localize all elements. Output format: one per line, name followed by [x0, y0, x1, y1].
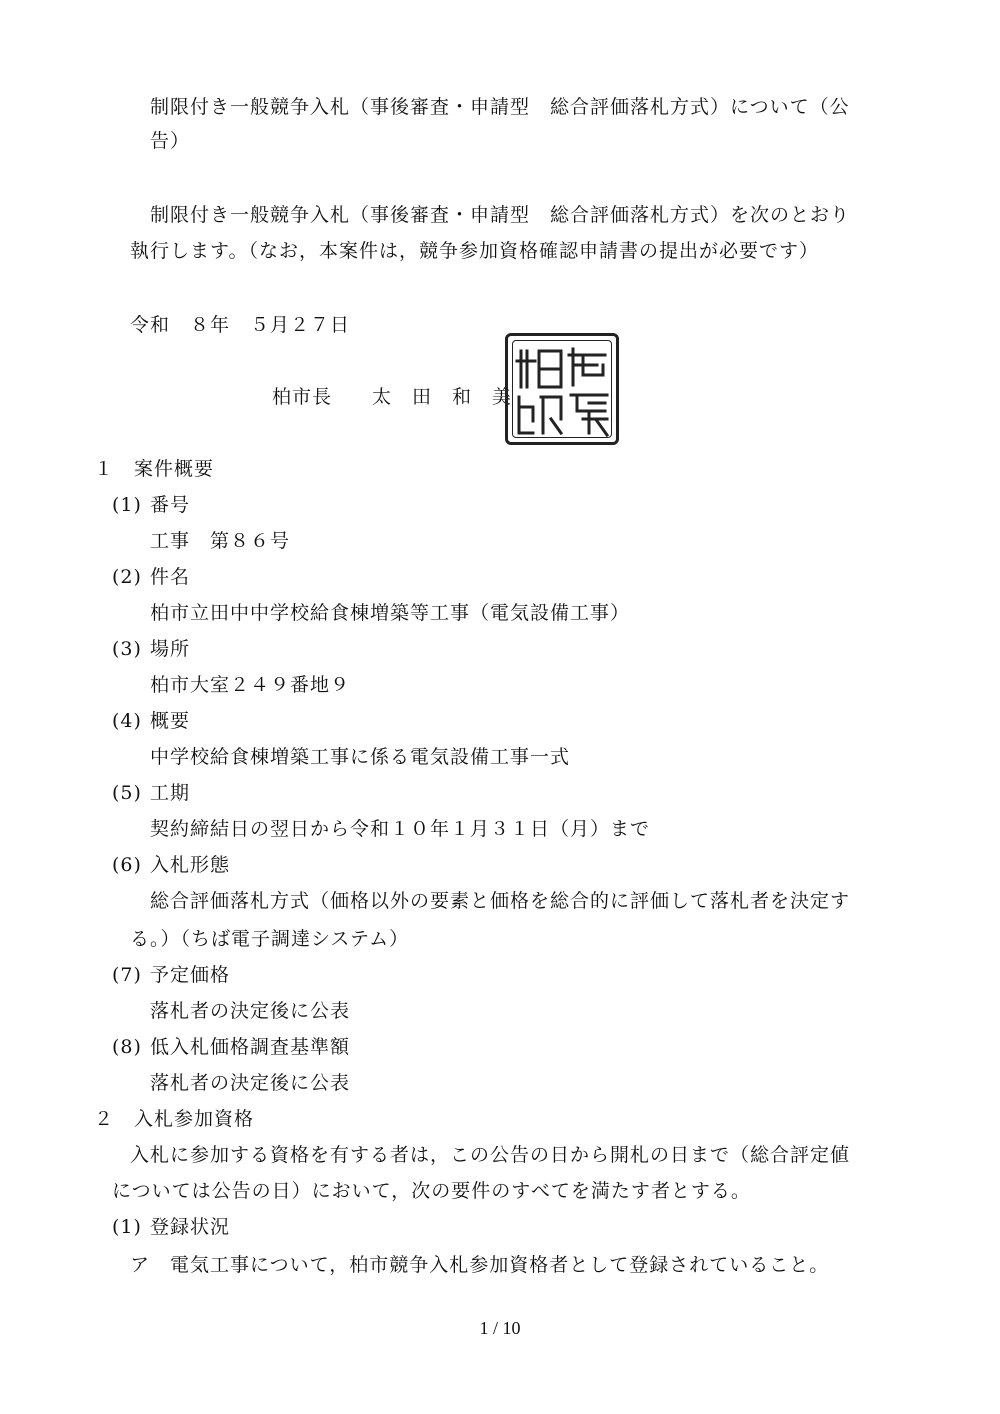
page-number: 1 / 10 [479, 1318, 521, 1338]
s1-item6-content-line1: 総合評価落札方式（価格以外の要素と価格を総合的に評価して落札者を決定す [150, 890, 851, 912]
s1-item1-name: 番号 [150, 494, 191, 516]
s1-item6-label: (6) [112, 854, 142, 876]
s1-item8-label: (8) [112, 1036, 142, 1058]
s2-item-a: ア 電気工事について，柏市競争入札参加資格者として登録されていること。 [130, 1254, 830, 1276]
s1-item3-content: 柏市大室２４９番地９ [150, 674, 351, 696]
s1-item7-name: 予定価格 [150, 964, 231, 986]
intro-line2: 執行します。（なお，本案件は，競争参加資格確認申請書の提出が必要です） [130, 240, 819, 262]
s1-item6-name: 入札形態 [150, 854, 231, 876]
official-seal [505, 333, 619, 445]
s1-item6-content-line2: る。）（ちば電子調達システム） [130, 928, 410, 950]
notice-title-line1: 制限付き一般競争入札（事後審査・申請型 総合評価落札方式）について（公 [150, 96, 850, 118]
s1-item7-content: 落札者の決定後に公表 [150, 1000, 351, 1022]
s1-item1-content: 工事 第８６号 [150, 530, 291, 552]
intro-line1: 制限付き一般競争入札（事後審査・申請型 総合評価落札方式）を次のとおり [150, 204, 851, 226]
s1-item2-content: 柏市立田中中学校給食棟増築等工事（電気設備工事） [150, 602, 631, 624]
s1-item4-label: (4) [112, 710, 142, 732]
s2-sub1-name: 登録状況 [150, 1216, 231, 1238]
s1-item2-name: 件名 [150, 566, 191, 588]
s1-item5-label: (5) [112, 782, 142, 804]
s1-item4-name: 概要 [150, 710, 191, 732]
s1-item2-label: (2) [112, 566, 142, 588]
section-2-heading: ２ 入札参加資格 [94, 1108, 255, 1130]
s1-item8-name: 低入札価格調査基準額 [150, 1036, 351, 1058]
section-1-heading: １ 案件概要 [94, 458, 215, 480]
notice-title-line2: 告） [150, 130, 191, 152]
signatory-name: 太 田 和 美 [372, 386, 513, 408]
s1-item4-content: 中学校給食棟増築工事に係る電気設備工事一式 [150, 746, 571, 768]
s1-item3-label: (3) [112, 638, 142, 660]
s1-item3-name: 場所 [150, 638, 191, 660]
s1-item5-name: 工期 [150, 782, 191, 804]
s1-item5-content: 契約締結日の翌日から令和１０年１月３１日（月）まで [150, 818, 651, 840]
signatory-title: 柏市長 [272, 386, 333, 408]
s1-item1-label: (1) [112, 494, 142, 516]
seal-glyph-art [513, 341, 615, 441]
s2-para-line1: 入札に参加する資格を有する者は，この公告の日から開札の日まで（総合評定値 [130, 1144, 851, 1166]
notice-date: 令和 ８年 ５月２７日 [130, 314, 351, 336]
s2-para-line2: については公告の日）において，次の要件のすべてを満たす者とする。 [112, 1180, 751, 1202]
s1-item8-content: 落札者の決定後に公表 [150, 1072, 351, 1094]
s1-item7-label: (7) [112, 964, 142, 986]
s2-sub1-label: (1) [112, 1216, 142, 1238]
